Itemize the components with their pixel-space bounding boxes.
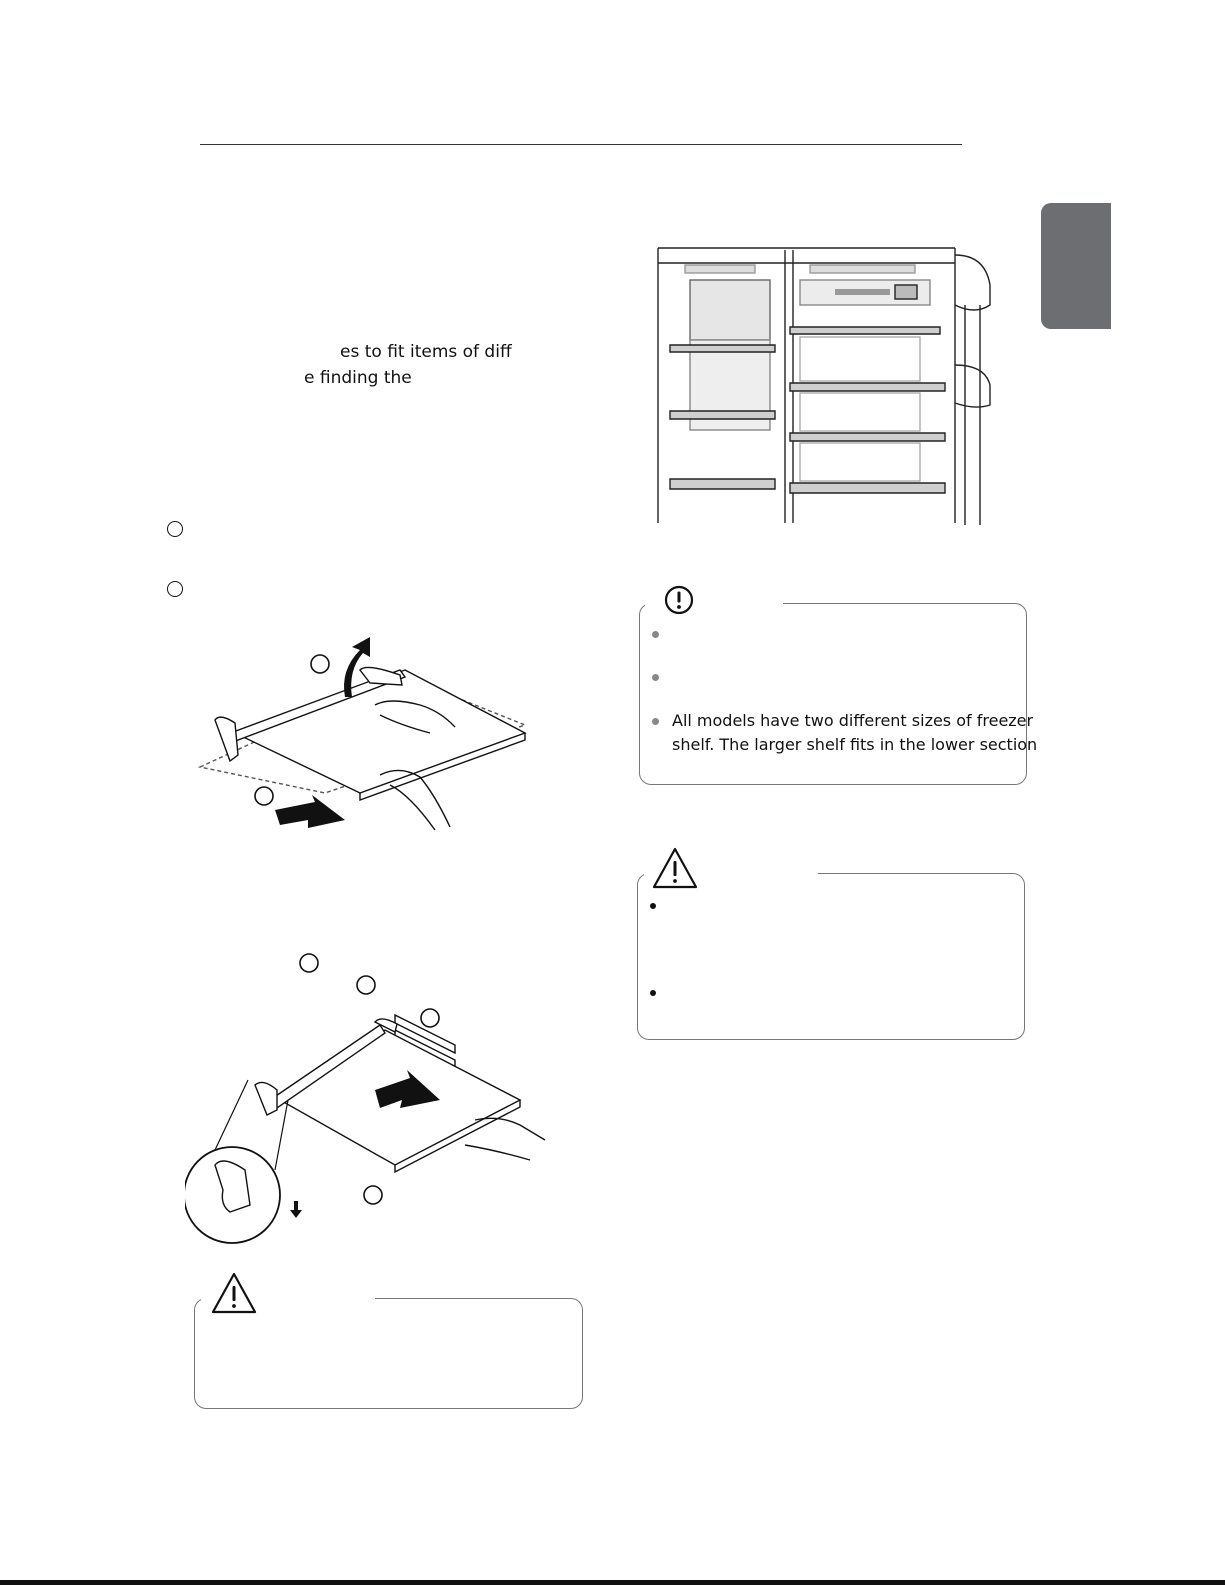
shelf-removal-illustration [190, 615, 540, 845]
warning-triangle-icon [651, 846, 699, 890]
caution-right-bullet-2 [650, 990, 656, 996]
exclamation-circle-icon [663, 584, 695, 616]
notice-bullet-3-line-2: shelf. The larger shelf fits in the lower section [672, 735, 1038, 754]
caution-right-bullet-1 [650, 903, 656, 909]
step-marker-1 [167, 521, 183, 537]
body-text-line-2: e finding the [304, 368, 412, 388]
body-text-line-1: es to fit items of diff [340, 342, 512, 362]
warning-triangle-icon [210, 1271, 258, 1315]
notice-bullet-2 [652, 674, 659, 681]
notice-bullet-3-line-1: All models have two different sizes of freezer [672, 711, 1034, 730]
refrigerator-interior-illustration [655, 245, 995, 525]
header-rule [200, 144, 962, 145]
notice-box [639, 603, 1027, 785]
page-bottom-edge [0, 1580, 1225, 1585]
step-marker-2 [167, 581, 183, 597]
notice-bullet-1 [652, 631, 659, 638]
caution-box-right [637, 873, 1025, 1040]
notice-bullet-3 [652, 718, 659, 725]
section-side-tab [1041, 203, 1111, 329]
shelf-install-illustration [185, 950, 550, 1250]
